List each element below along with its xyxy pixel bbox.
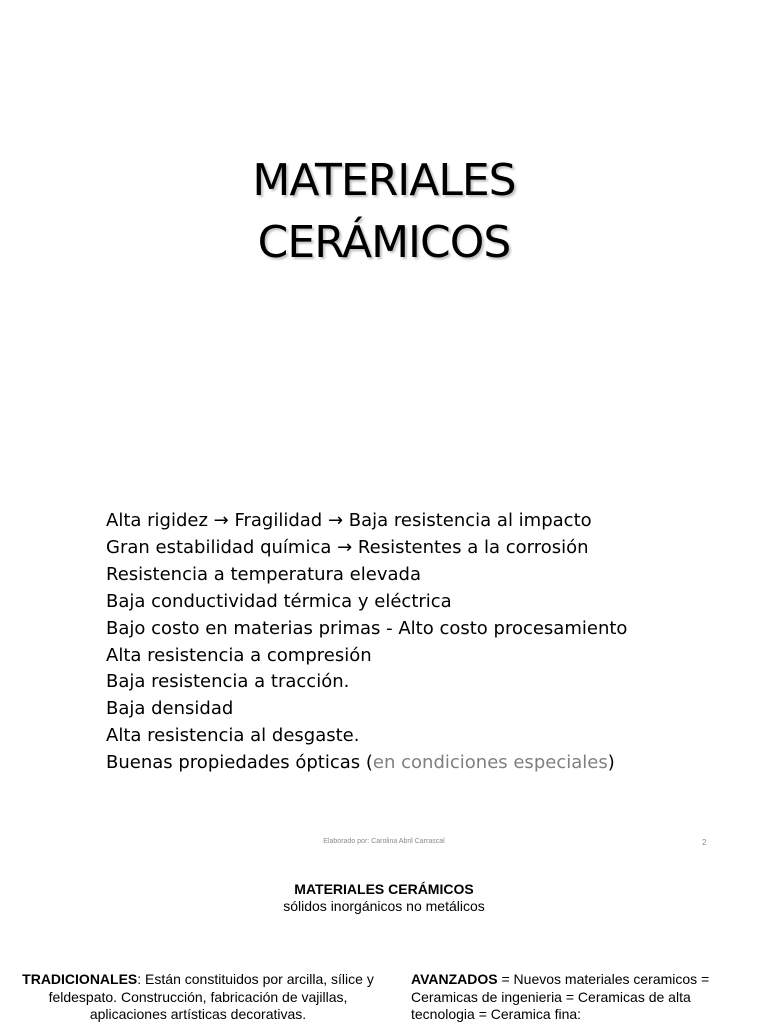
section-title: MATERIALES CERÁMICOS	[294, 881, 474, 897]
page-number: 2	[702, 838, 707, 847]
slide-title-line-2: CERÁMICOS	[257, 217, 511, 268]
traditional-label: TRADICIONALES	[22, 971, 138, 987]
property-line	[106, 562, 627, 589]
property-text: Fragilidad	[228, 510, 328, 531]
property-text: Baja resistencia a tracción.	[106, 671, 350, 693]
property-text: Baja conductividad térmica y eléctrica	[106, 590, 452, 612]
properties-list	[106, 508, 627, 777]
property-text: Baja resistencia al impacto	[343, 510, 592, 531]
property-text: Alta rigidez	[106, 510, 214, 531]
slide-title-line-1: MATERIALES	[252, 155, 516, 206]
advanced-label: AVANZADOS	[411, 971, 498, 987]
property-text: )	[607, 752, 615, 774]
property-text: Gran estabilidad química	[106, 536, 338, 558]
property-text: Bajo costo en materias primas - Alto costo procesamiento	[106, 617, 628, 639]
property-line	[106, 723, 627, 750]
property-note: en condiciones especiales	[372, 752, 608, 774]
advanced-ceramics-text	[411, 971, 751, 1024]
property-line	[106, 696, 627, 723]
property-line	[106, 616, 627, 643]
property-text: Baja densidad	[106, 698, 234, 720]
property-line	[106, 669, 627, 696]
traditional-description: : Están constituidos por arcilla, sílice y feldespato. Construcción, fabricación de vajillas, aplicaciones artísticas decorativas.	[48, 971, 374, 1022]
property-text: Alta resistencia al desgaste.	[106, 725, 360, 747]
section-subtitle: sólidos inorgánicos no metálicos	[283, 898, 485, 914]
arrow-right-icon: →	[327, 510, 344, 531]
property-line	[106, 643, 627, 670]
slide-title	[0, 150, 768, 274]
arrow-right-icon: →	[337, 536, 353, 558]
property-line	[106, 589, 627, 616]
advanced-description: = Nuevos materiales ceramicos = Ceramicas de ingenieria = Ceramicas de alta tecnologia = Ceramica fina:	[411, 971, 710, 1022]
property-line	[106, 535, 627, 562]
property-text: Resistencia a temperatura elevada	[106, 563, 421, 585]
property-line	[106, 750, 627, 777]
property-text: Alta resistencia a compresión	[106, 644, 372, 666]
property-line	[106, 508, 627, 535]
footer-credit: Elaborado por: Carolina Abril Carrascal	[323, 838, 445, 845]
traditional-ceramics-text	[10, 971, 386, 1024]
arrow-right-icon: →	[213, 510, 229, 531]
property-text: Buenas propiedades ópticas (	[106, 752, 373, 774]
property-text: Resistentes a la corrosión	[352, 536, 589, 558]
